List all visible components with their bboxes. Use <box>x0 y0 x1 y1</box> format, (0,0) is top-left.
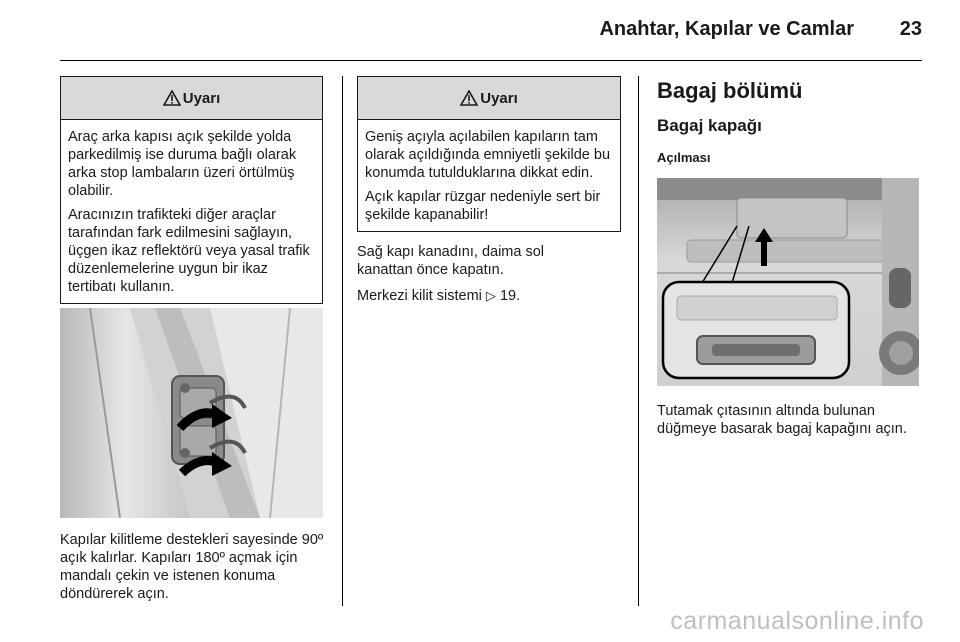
warning-header-1 <box>61 77 322 120</box>
warning-triangle-icon <box>163 90 181 106</box>
central-locking-text: Merkezi kilit sistemi <box>357 288 482 304</box>
page-header-title: Anahtar, Kapılar ve Camlar <box>599 18 854 40</box>
warning-2-paragraph-2: Açık kapılar rüzgar nedeniyle sert bir şekilde kapanabilir! <box>365 189 601 223</box>
close-right-door-text: Sağ kapı kanadını, daima sol kanattan önce kapatın. <box>357 244 545 278</box>
warning-label-1: Uyarı <box>182 89 221 107</box>
warning-box-1 <box>60 76 323 304</box>
watermark-text: carmanualsonline.info <box>670 607 924 635</box>
door-hinge-photo <box>60 308 323 518</box>
central-locking-reference <box>357 287 621 305</box>
column-divider-left <box>342 76 343 606</box>
page-number: 23 <box>899 18 922 40</box>
tailgate-caption: Tutamak çıtasının altında bulunan düğmeye basarak bagaj kapağını açın. <box>657 403 907 437</box>
header-rule <box>60 60 922 61</box>
column-3 <box>657 78 922 165</box>
page-reference-arrow-icon: ▷ <box>485 288 496 303</box>
column-2 <box>357 76 621 305</box>
warning-label-2: Uyarı <box>480 89 518 107</box>
warning-triangle-icon <box>460 90 478 106</box>
section-heading-trunk: Bagaj bölümü <box>657 78 803 103</box>
central-locking-page-ref: 19. <box>499 288 521 304</box>
subheading-opening: Açılması <box>657 150 711 165</box>
warning-body-1 <box>61 120 322 303</box>
subheading-tailgate: Bagaj kapağı <box>657 116 762 135</box>
warning-header-2 <box>358 77 620 120</box>
warning-box-2 <box>357 76 621 232</box>
column-1-caption <box>60 531 325 603</box>
hinge-caption: Kapılar kilitleme destekleri sayesinde 90º açık kalırlar. Kapıları 180º açmak için mandalı çekin ve istenen konuma döndürerek açın. <box>60 532 324 602</box>
warning-body-2 <box>358 120 620 231</box>
warning-1-paragraph-1: Araç arka kapısı açık şekilde yolda parkedilmiş ise duruma bağlı olarak arka stop lambaların üzeri örtülmüş olabilir. <box>68 129 297 199</box>
warning-2-paragraph-1: Geniş açıyla açılabilen kapıların tam olarak açıldığında emniyetli şekilde bu konumda tutulduklarına dikkat edin. <box>365 129 611 181</box>
tailgate-handle-photo <box>657 178 919 386</box>
column-1 <box>60 76 323 304</box>
column-3-caption <box>657 402 919 438</box>
column-divider-right <box>638 76 639 606</box>
warning-1-paragraph-2: Aracınızın trafikteki diğer araçlar tarafından fark edilmesini sağlayın, üçgen ikaz reflektörü veya yasal trafik düzenlemelerine uygun bir ikaz tertibatı kullanın. <box>68 207 310 295</box>
